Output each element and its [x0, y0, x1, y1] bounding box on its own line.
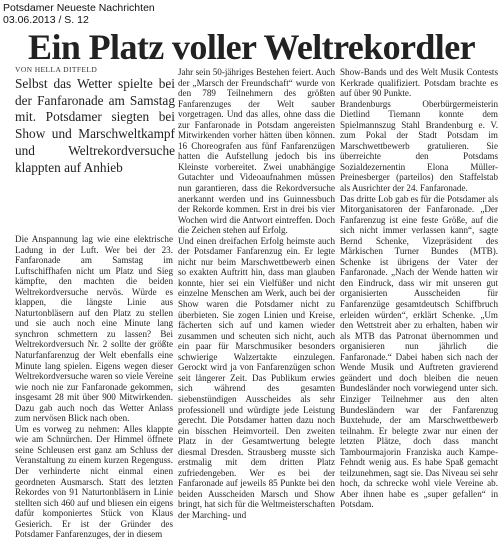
article-lead: Selbst das Wetter spielte bei der Fanfaronade am Samstag mit. Potsdamer siegten bei Show und Marschweltkampf und Weltrekordversuche klappten auf Anhieb [15, 76, 175, 175]
source-info [3, 2, 155, 26]
newspaper-name: Potsdamer Neueste Nachrichten [3, 2, 155, 14]
paragraph: Brandenburgs Oberbürgermeisterin Dietlind Tiemann konnte dem Spielmannszug Stahl Brandenburg e. V. zum Pokal der Stadt Potsdam im Marschwettbewerb gratulieren. Sie überreichte den Potsdams Sozialdezernentin Elona Müller-Preinesberger (parteilos) den Staffelstab als Ausrichter der 24. Fanfaronade. [340, 98, 498, 194]
paragraph: Das dritte Lob gab es für die Potsdamer als Mitorganisatoren der Fanfaronade. „Der Fanfarenzug ist eine feste Größe, auf die sich nicht immer verlassen kann“, sagte Bernd Schenke, Vizepräsident des Märkischen Turner Bundes (MTB). Schenke ist übrigens der Vater der Fanfaronade. „Nach der Wende hatten wir den Eindruck, dass wir mit unseren gut organisierten Ausscheiden für Fanfarenzüge gesamtdeutsch Schiffbruch erleiden würden“, erklärt Schenke. „Um den Wettstreit aber zu erhalten, haben wir als MTB das Patronat übernommen und organisieren nun jährlich die Fanfaronade.“ Dabei haben sich nach der Wende Musik und Auftreten gravierend geändert und doch bleiben die neuen Bundesländer noch vorwiegend unter sich. Einziger Teilnehmer aus den alten Bundesländern war der Fanfarenzug Buxtehude, der am Marschwettbewerb teilnahm. Er belegte zwar nur einen der letzten Plätze, doch dass mancht Tambourmajorin Franziska auch Kampe-Fehndt wenig aus. Es habe Spaß gemacht teilzunehmen, sagt sie. Das Niveau sei sehr hoch, da schrecke wohl viele Vereine ab. Aber ihnen habe es „super gefallen“ in Potsdam. [340, 193, 498, 510]
article-headline: Ein Platz voller Weltrekordler [28, 27, 475, 67]
paragraph: Die Anspannung lag wie eine elektrische Ladung in der Luft. Wer bei der 23. Fanfaronade am Samstag im Luftschiffhafen nicht um Platz und Sieg kämpfte, den machten die beiden Weltrekordversuche nervös. Würde es klappen, die längste Linie aus Naturtonbläsern auf den Platz zu stellen und sie auch noch eine Minute lang synchron schmettern zu lassen? Bei Weltrekordversuch Nr. 2 sollte der größte Naturfanfarenzug der Welt ebenfalls eine Minute lang spielen. Eigens wegen dieser Weltrekordversuche waren so viele Vereine wie noch nie zur Fanfaronade gekommen, insgesamt 28 mit über 900 Mitwirkenden. Dazu gab auch noch das Wetter Anlass zum nervösen Blick nach oben. [15, 234, 173, 424]
paragraph: Um es vorweg zu nehmen: Alles klappte wie am Schnürchen. Der Himmel öffnete seine Schleusen erst ganz am Schluss der Veranstaltung zu einem kurzen Regenguss. Der verhinderte nicht einmal einen geordneten Ausmarsch. Statt des letzten Rekordes von 91 Naturtonbläsern in Linie stellten sich 460 auf und bliesen ein eigens dafür komponiertes Stück von Klaus Gesierich. Er ist der Gründer des Potsdamer Fanfarenzuges, der in diesem [15, 423, 173, 540]
article-column-1 [15, 234, 173, 540]
article-column-3 [340, 67, 498, 510]
article-byline: VON HELLA DITFELD [15, 65, 98, 74]
paragraph: Show-Bands und des Welt Musik Contests Kerkrade qualifiziert. Potsdam brachte es auf über 90 Punkte. [340, 67, 498, 99]
paragraph: Jahr sein 50-jähriges Bestehen feiert. Auch der „Marsch der Freundschaft“ wurde von den 789 Teilnehmern des größten Fanfarenzuges der Welt sauber vorgetragen. Und das alles, ohne dass die zur Fanfaronade in Potsdam angereisten Mitwirkenden vorher hätten üben können. 16 Choreografen aus fünf Fanfarenzügen hatten die Aufstellung jedoch bis ins Kleinste vorbereitet. Zwei unabhängige Gutachter und Videoaufnahmen müssen nun garantieren, dass die Rekordversuche anerkannt werden und ins Guinnessbuch der Rekorde kommen. Erst in drei bis vier Wochen wird die Antwort eintreffen. Doch die Zeichen stehen auf Erfolg. [178, 67, 335, 236]
paragraph: Und einen dreifachen Erfolg heimste auch der Potsdamer Fanfarenzug ein. Er legte nicht nur beim Marschwettbewerb einen so exakten Auftritt hin, dass man glauben konnte, hier sei ein Vielfüßer und nicht einzelne Menschen am Werk, auch bei der Show waren die Potsdamer nicht zu überbieten. Sie zogen Linien und Kreise, fächerten sich auf und kamen wieder zusammen und scheuten sich nicht, auch ein paar für Marschmusiker besonders schwierige Walzertakte einzulegen. Gerockt wird ja von Fanfarenzügen schon seit längerer Zeit. Das Publikum erwies sich während des gesamten siebenstündigen Ausscheides als sehr professionell und würdigte jede Leistung gerecht. Die Potsdamer hatten dazu noch ein bisschen Heimvorteil. Den zweiten Platz in der Gesamtwertung belegte diesmal Dresden. Strausberg musste sich erstmalig mit dem dritten Platz zufriedengeben. Wer es bei der Fanfaronade auf jeweils 85 Punkte bei den beiden Ausscheiden Marsch und Show bringt, hat sich für die Weltmeisterschaften der Marching- und [178, 235, 335, 520]
publication-date: 03.06.2013 / S. 12 [3, 14, 89, 26]
article-column-2 [178, 67, 335, 520]
